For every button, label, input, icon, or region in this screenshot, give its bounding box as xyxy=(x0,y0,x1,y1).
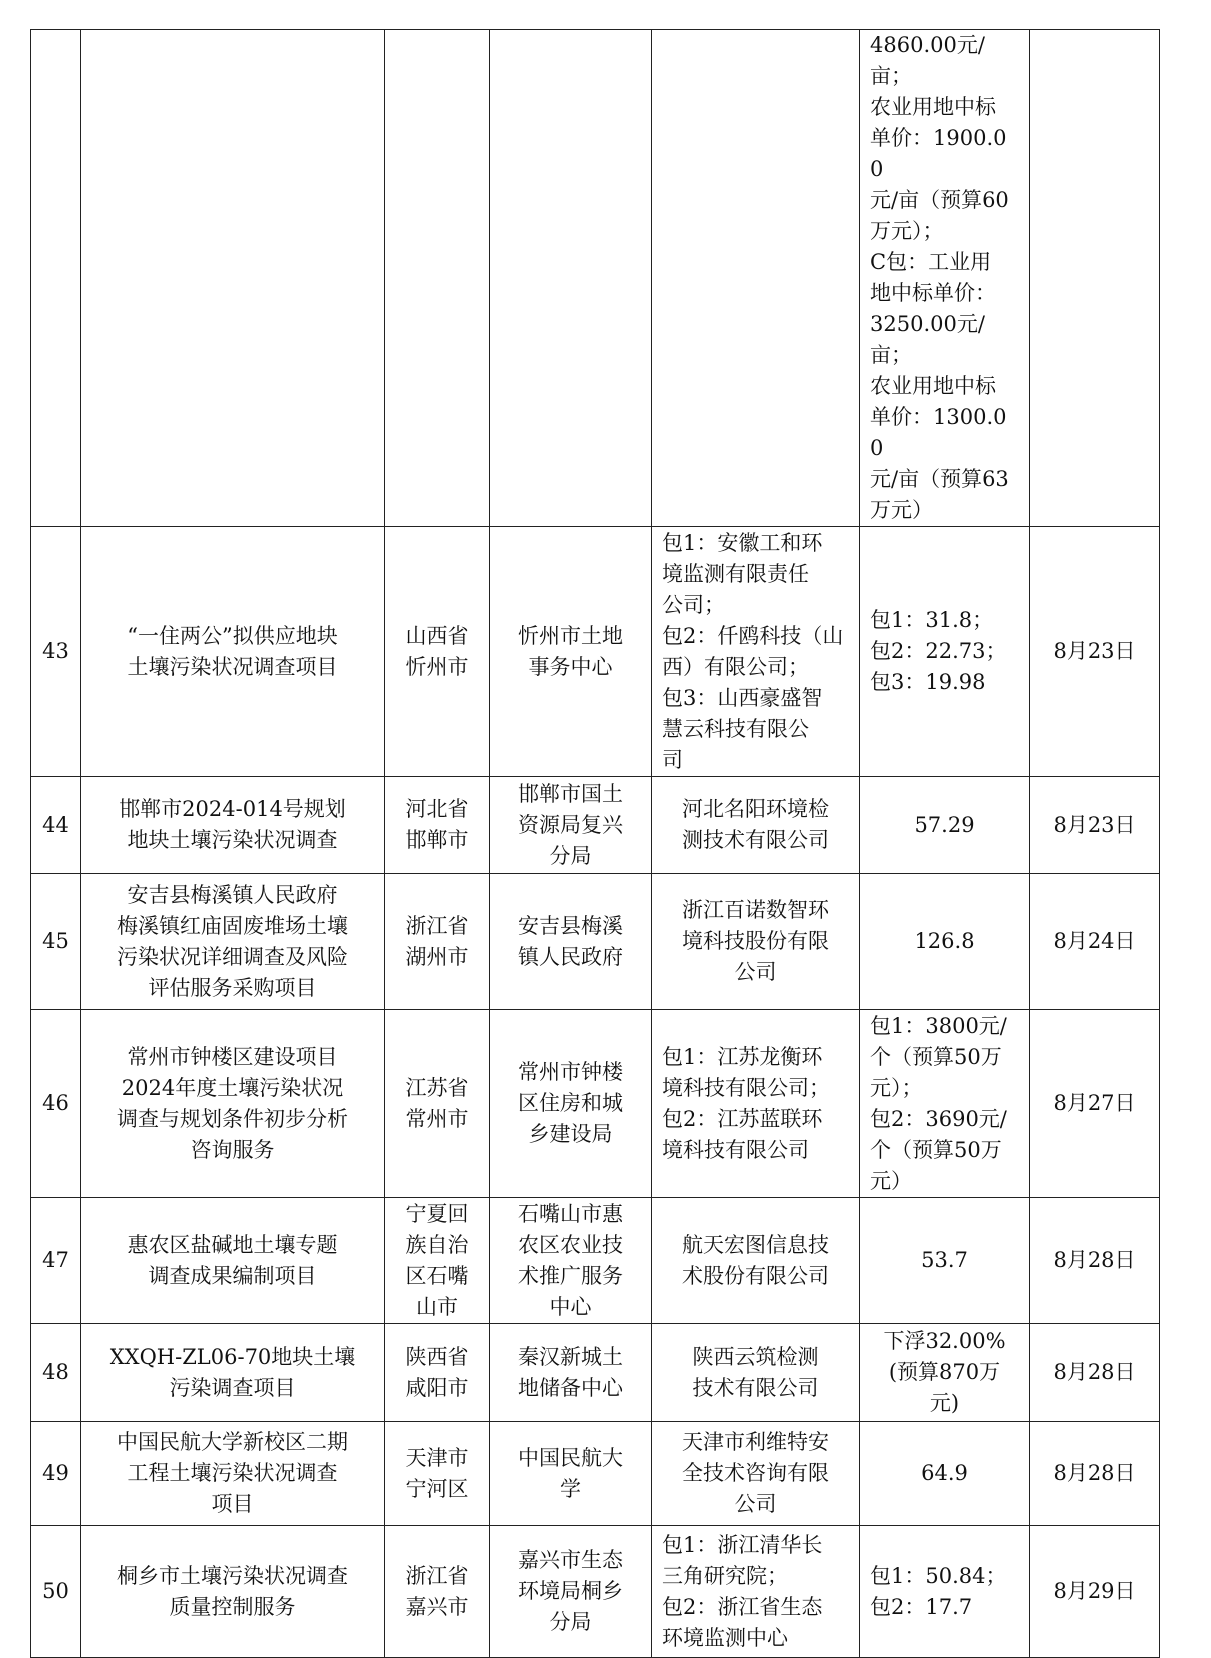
table-row xyxy=(31,874,1160,1010)
region: 江苏省 常州市 xyxy=(385,1010,490,1198)
winning-bidder: 包1：江苏龙衡环 境科技有限公司； 包2：江苏蓝联环 境科技有限公司 xyxy=(652,1010,860,1198)
winning-amount: 下浮32.00% (预算870万 元) xyxy=(860,1324,1030,1422)
winning-amount: 64.9 xyxy=(860,1422,1030,1526)
row-number: 44 xyxy=(31,777,81,874)
purchaser: 秦汉新城土 地储备中心 xyxy=(490,1324,652,1422)
award-date: 8月29日 xyxy=(1030,1526,1160,1658)
winning-amount: 包1：31.8； 包2：22.73； 包3：19.98 xyxy=(860,527,1030,777)
winning-amount: 53.7 xyxy=(860,1198,1030,1324)
award-date: 8月23日 xyxy=(1030,527,1160,777)
project-name: 安吉县梅溪镇人民政府 梅溪镇红庙固废堆场土壤 污染状况详细调查及风险 评估服务采购项目 xyxy=(81,874,385,1010)
award-date: 8月28日 xyxy=(1030,1422,1160,1526)
row-number: 48 xyxy=(31,1324,81,1422)
purchaser: 嘉兴市生态 环境局桐乡 分局 xyxy=(490,1526,652,1658)
row-number: 50 xyxy=(31,1526,81,1658)
winning-amount: 4860.00元/亩； 农业用地中标 单价：1900.00 元/亩（预算60 万元）； C包：工业用 地中标单价： 3250.00元/亩； 农业用地中标 单价：1300.00 元/亩（预算63 万元） xyxy=(860,30,1030,527)
purchaser: 常州市钟楼 区住房和城 乡建设局 xyxy=(490,1010,652,1198)
table-row xyxy=(31,527,1160,777)
region: 宁夏回 族自治 区石嘴 山市 xyxy=(385,1198,490,1324)
row-number: 47 xyxy=(31,1198,81,1324)
award-date: 8月27日 xyxy=(1030,1010,1160,1198)
region: 山西省 忻州市 xyxy=(385,527,490,777)
project-name xyxy=(81,30,385,527)
region: 浙江省 湖州市 xyxy=(385,874,490,1010)
table-row xyxy=(31,1010,1160,1198)
purchaser: 中国民航大 学 xyxy=(490,1422,652,1526)
table-row xyxy=(31,30,1160,527)
purchaser xyxy=(490,30,652,527)
region xyxy=(385,30,490,527)
project-name: 桐乡市土壤污染状况调查 质量控制服务 xyxy=(81,1526,385,1658)
table-row xyxy=(31,1526,1160,1658)
project-name: XXQH-ZL06-70地块土壤 污染调查项目 xyxy=(81,1324,385,1422)
winning-bidder: 航天宏图信息技 术股份有限公司 xyxy=(652,1198,860,1324)
winning-amount: 57.29 xyxy=(860,777,1030,874)
region: 天津市 宁河区 xyxy=(385,1422,490,1526)
winning-amount: 包1：3800元/ 个（预算50万 元）； 包2：3690元/ 个（预算50万 元） xyxy=(860,1010,1030,1198)
procurement-table xyxy=(30,29,1160,1658)
project-name: 常州市钟楼区建设项目 2024年度土壤污染状况 调查与规划条件初步分析 咨询服务 xyxy=(81,1010,385,1198)
winning-amount: 包1：50.84； 包2：17.7 xyxy=(860,1526,1030,1658)
table-row xyxy=(31,1324,1160,1422)
project-name: 邯郸市2024-014号规划 地块土壤污染状况调查 xyxy=(81,777,385,874)
award-date xyxy=(1030,30,1160,527)
purchaser: 邯郸市国土 资源局复兴 分局 xyxy=(490,777,652,874)
winning-bidder: 包1：安徽工和环 境监测有限责任 公司； 包2：仟鸥科技（山 西）有限公司； 包3：山西豪盛智 慧云科技有限公 司 xyxy=(652,527,860,777)
region: 陕西省 咸阳市 xyxy=(385,1324,490,1422)
award-date: 8月23日 xyxy=(1030,777,1160,874)
purchaser: 石嘴山市惠 农区农业技 术推广服务 中心 xyxy=(490,1198,652,1324)
award-date: 8月28日 xyxy=(1030,1324,1160,1422)
project-name: “一住两公”拟供应地块 土壤污染状况调查项目 xyxy=(81,527,385,777)
winning-bidder xyxy=(652,30,860,527)
region: 河北省 邯郸市 xyxy=(385,777,490,874)
purchaser: 忻州市土地 事务中心 xyxy=(490,527,652,777)
award-date: 8月28日 xyxy=(1030,1198,1160,1324)
winning-bidder: 天津市利维特安 全技术咨询有限 公司 xyxy=(652,1422,860,1526)
row-number: 43 xyxy=(31,527,81,777)
row-number: 46 xyxy=(31,1010,81,1198)
winning-bidder: 陕西云筑检测 技术有限公司 xyxy=(652,1324,860,1422)
table-row xyxy=(31,1422,1160,1526)
project-name: 中国民航大学新校区二期 工程土壤污染状况调查 项目 xyxy=(81,1422,385,1526)
table-row xyxy=(31,1198,1160,1324)
winning-amount: 126.8 xyxy=(860,874,1030,1010)
winning-bidder: 包1：浙江清华长 三角研究院； 包2：浙江省生态 环境监测中心 xyxy=(652,1526,860,1658)
purchaser: 安吉县梅溪 镇人民政府 xyxy=(490,874,652,1010)
row-number xyxy=(31,30,81,527)
row-number: 45 xyxy=(31,874,81,1010)
project-name: 惠农区盐碱地土壤专题 调查成果编制项目 xyxy=(81,1198,385,1324)
winning-bidder: 浙江百诺数智环 境科技股份有限 公司 xyxy=(652,874,860,1010)
row-number: 49 xyxy=(31,1422,81,1526)
region: 浙江省 嘉兴市 xyxy=(385,1526,490,1658)
table-row xyxy=(31,777,1160,874)
winning-bidder: 河北名阳环境检 测技术有限公司 xyxy=(652,777,860,874)
award-date: 8月24日 xyxy=(1030,874,1160,1010)
